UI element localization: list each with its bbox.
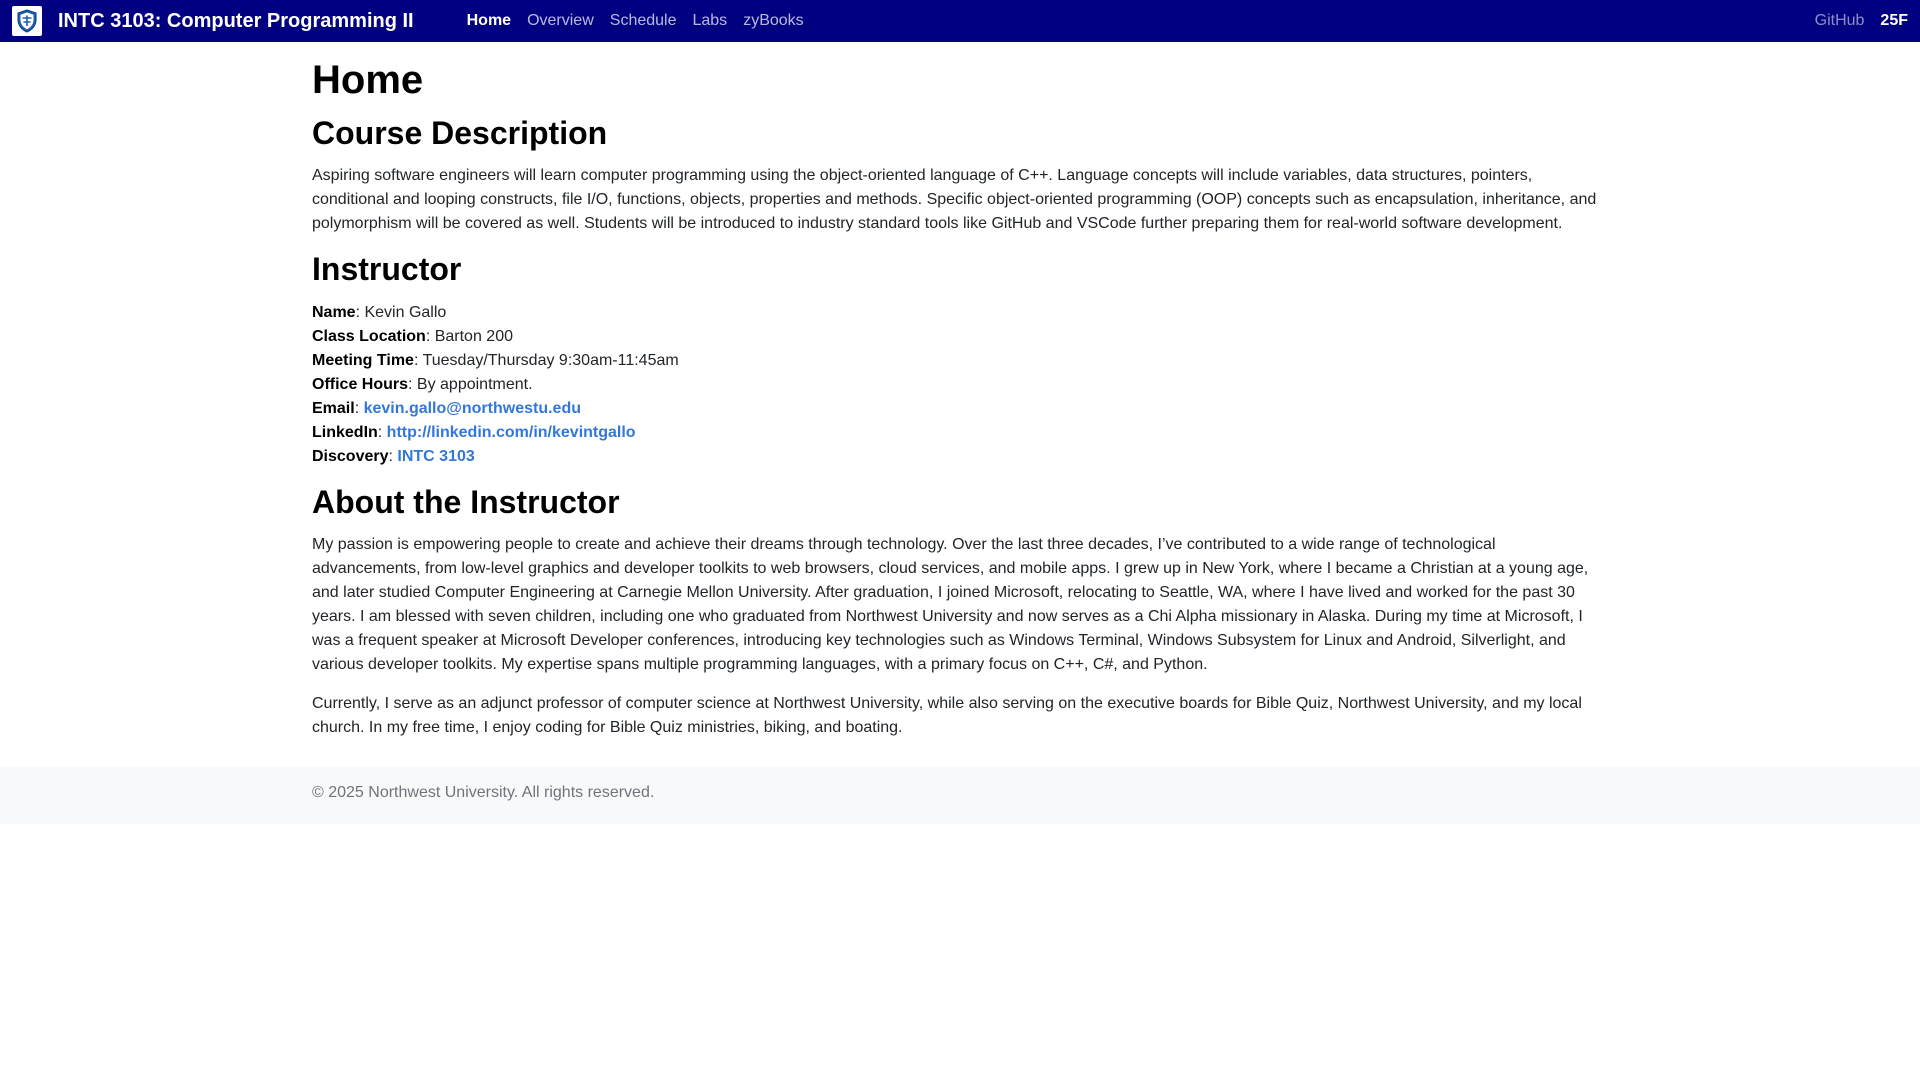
name-value: Kevin Gallo (364, 303, 447, 321)
meeting-value: Tuesday/Thursday 9:30am-11:45am (422, 351, 679, 369)
page-title: Home (312, 58, 424, 102)
about-heading: About the Instructor (312, 483, 620, 520)
main-nav (459, 12, 812, 30)
instructor-info-list (312, 301, 1608, 469)
shield-logo-icon (12, 6, 42, 36)
discovery-link[interactable]: INTC 3103 (397, 447, 475, 465)
nav-right (1807, 12, 1908, 30)
course-description-text: Aspiring software engineers will learn computer programming using the object-oriented language of C++. Language concepts will include variables, data structures, pointers, conditional and looping constructs, file I/O, functions, objects, properties and methods. Specific object-oriented programming (OOP) concepts such as encapsulation, inheritance, and polymorphism will be covered as well. Students will be introduced to industry standard tools like GitHub and VSCode further preparing them for real-world software development. (312, 167, 1597, 233)
about-paragraph-1: My passion is empowering people to create and achieve their dreams through technology. Over the last three decades, I’ve contributed to a wide range of technological advancements, from low-level graphics and developer toolkits to web browsers, cloud services, and mobile apps. I grew up in New York, where I became a Christian at a young age, and later studied Computer Engineering at Carnegie Mellon University. After graduation, I joined Microsoft, relocating to Seattle, WA, where I have lived and worked for the past 30 years. I am blessed with seven children, including one who graduated from Northwest University and now serves as a Chi Alpha missionary in Alaska. During my time at Microsoft, I was a frequent speaker at Microsoft Developer conferences, introducing key technologies such as Windows Terminal, Windows Subsystem for Linux and Android, Silverlight, and various developer toolkits. My expertise spans multiple programming languages, with a primary focus on C++, C#, and Python. (312, 536, 1589, 674)
term-selector[interactable]: 25F (1880, 12, 1908, 29)
info-discovery: Discovery: INTC 3103 (312, 447, 475, 465)
page-footer (0, 767, 1920, 824)
location-value: Barton 200 (434, 327, 513, 345)
nav-zybooks[interactable]: zyBooks (743, 12, 804, 29)
info-meeting: Meeting Time: Tuesday/Thursday 9:30am-11:45am (312, 351, 679, 369)
linkedin-label: LinkedIn (312, 423, 378, 441)
email-link[interactable]: kevin.gallo@northwestu.edu (363, 399, 581, 417)
linkedin-link[interactable]: http://linkedin.com/in/kevintgallo (386, 423, 636, 441)
office-label: Office Hours (312, 375, 409, 393)
meeting-label: Meeting Time (312, 351, 414, 369)
course-title: INTC 3103: Computer Programming II (58, 9, 414, 32)
info-linkedin: LinkedIn: http://linkedin.com/in/kevintgallo (312, 423, 636, 441)
nav-schedule[interactable]: Schedule (609, 12, 677, 29)
brand-link[interactable] (12, 6, 414, 36)
nav-labs[interactable]: Labs (692, 12, 728, 29)
info-email: Email: kevin.gallo@northwestu.edu (312, 399, 581, 417)
office-value: By appointment. (416, 375, 533, 393)
info-name: Name: Kevin Gallo (312, 303, 447, 321)
github-link[interactable]: GitHub (1814, 12, 1865, 29)
top-navbar (0, 0, 1920, 42)
course-description-heading: Course Description (312, 115, 608, 151)
instructor-heading: Instructor (312, 251, 462, 288)
discovery-label: Discovery (312, 447, 389, 465)
copyright-text: © 2025 Northwest University. All rights reserved. (312, 784, 655, 801)
main-content (312, 42, 1608, 740)
info-office-hours: Office Hours: By appointment. (312, 375, 533, 393)
nav-overview[interactable]: Overview (527, 12, 594, 29)
about-paragraph-2: Currently, I serve as an adjunct professor of computer science at Northwest University, while also serving on the executive boards for Bible Quiz, Northwest University, and my local church. In my free time, I enjoy coding for Bible Quiz ministries, biking, and boating. (312, 695, 1582, 737)
email-label: Email (312, 399, 355, 417)
nav-home[interactable]: Home (466, 12, 512, 29)
location-label: Class Location (312, 327, 426, 345)
name-label: Name (312, 303, 356, 321)
info-location: Class Location: Barton 200 (312, 327, 513, 345)
